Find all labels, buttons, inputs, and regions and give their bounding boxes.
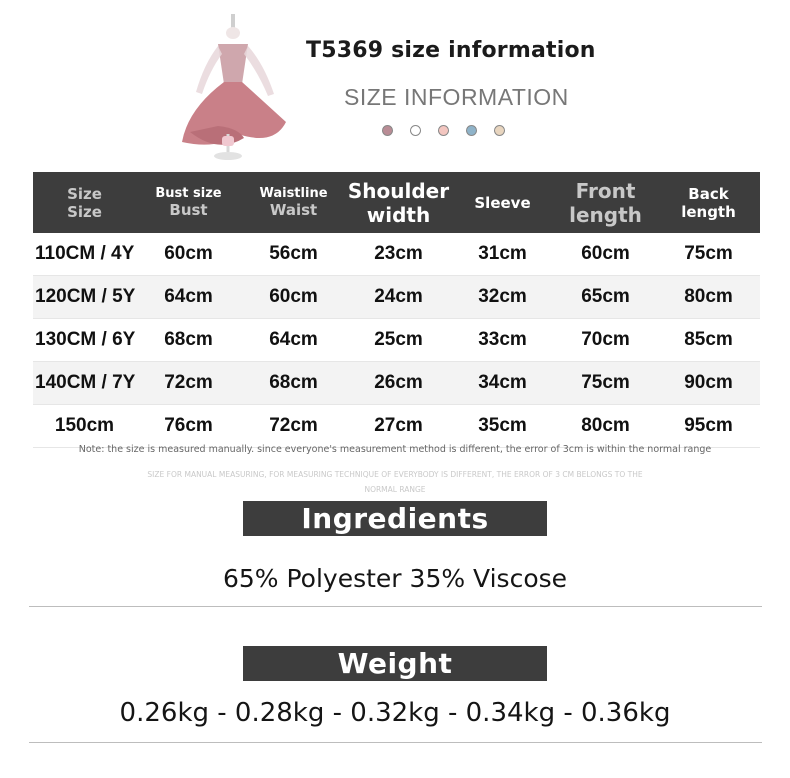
back-length-cell: 85cm: [657, 319, 760, 362]
shoulder-cell: 26cm: [346, 362, 451, 405]
header-waist: Waistline Waist: [241, 172, 346, 233]
size-table-header-row: [33, 172, 760, 233]
dress-product-image: [178, 14, 290, 162]
shoulder-cell: 23cm: [346, 233, 451, 276]
front-length-cell: 80cm: [554, 405, 657, 448]
swatch-white: [410, 125, 421, 136]
size-cell: 110CM / 4Y: [33, 233, 136, 276]
swatch-champagne: [494, 125, 505, 136]
bust-cell: 76cm: [136, 405, 241, 448]
back-length-cell: 75cm: [657, 233, 760, 276]
weight-value: 0.26kg - 0.28kg - 0.32kg - 0.34kg - 0.36kg: [119, 698, 671, 728]
product-title: T5369 size information: [306, 38, 596, 63]
sleeve-cell: 34cm: [451, 362, 554, 405]
sleeve-cell: 32cm: [451, 276, 554, 319]
header-back-length: Back length: [657, 172, 760, 233]
front-length-cell: 60cm: [554, 233, 657, 276]
size-cell: 130CM / 6Y: [33, 319, 136, 362]
size-row-150cm: [33, 405, 760, 448]
back-length-cell: 95cm: [657, 405, 760, 448]
waist-cell: 64cm: [241, 319, 346, 362]
size-row-4y: [33, 233, 760, 276]
measurement-note-faint: SIZE FOR MANUAL MEASURING, FOR MEASURING TECHNIQUE OF EVERYBODY IS DIFFERENT, THE ERROR OF 3 CM BELONGS TO THE NORMAL RANGE: [147, 470, 643, 494]
front-length-cell: 75cm: [554, 362, 657, 405]
header-shoulder-width: Shoulder width: [346, 172, 451, 233]
back-length-cell: 90cm: [657, 362, 760, 405]
size-cell: 120CM / 5Y: [33, 276, 136, 319]
waist-cell: 56cm: [241, 233, 346, 276]
ingredients-value: 65% Polyester 35% Viscose: [222, 564, 568, 593]
waist-cell: 72cm: [241, 405, 346, 448]
color-swatches: [382, 125, 505, 136]
measurement-note: Note: the size is measured manually. since everyone's measurement method is different, the error of 3cm is within the normal range: [78, 444, 712, 455]
ingredients-header: Ingredients: [243, 501, 547, 536]
size-row-5y: [33, 276, 760, 319]
swatch-mauve: [382, 125, 393, 136]
size-cell: 140CM / 7Y: [33, 362, 136, 405]
size-row-6y: [33, 319, 760, 362]
size-cell: 150cm: [33, 405, 136, 448]
size-information-subtitle: SIZE INFORMATION: [344, 84, 569, 110]
sleeve-cell: 31cm: [451, 233, 554, 276]
sleeve-cell: 33cm: [451, 319, 554, 362]
shoulder-cell: 24cm: [346, 276, 451, 319]
sleeve-cell: 35cm: [451, 405, 554, 448]
bust-cell: 60cm: [136, 233, 241, 276]
header-bust: Bust size Bust: [136, 172, 241, 233]
waist-cell: 60cm: [241, 276, 346, 319]
size-table: [33, 172, 760, 448]
front-length-cell: 65cm: [554, 276, 657, 319]
back-length-cell: 80cm: [657, 276, 760, 319]
header-size: Size Size: [33, 172, 136, 233]
swatch-blue: [466, 125, 477, 136]
header-sleeve: Sleeve: [451, 172, 554, 233]
shoulder-cell: 27cm: [346, 405, 451, 448]
bust-cell: 72cm: [136, 362, 241, 405]
ingredients-divider: [29, 606, 762, 607]
swatch-pink: [438, 125, 449, 136]
weight-divider: [29, 742, 762, 743]
weight-header: Weight: [243, 646, 547, 681]
shoulder-cell: 25cm: [346, 319, 451, 362]
bust-cell: 64cm: [136, 276, 241, 319]
header-front-length: Front length: [554, 172, 657, 233]
bust-cell: 68cm: [136, 319, 241, 362]
size-row-7y: [33, 362, 760, 405]
waist-cell: 68cm: [241, 362, 346, 405]
front-length-cell: 70cm: [554, 319, 657, 362]
